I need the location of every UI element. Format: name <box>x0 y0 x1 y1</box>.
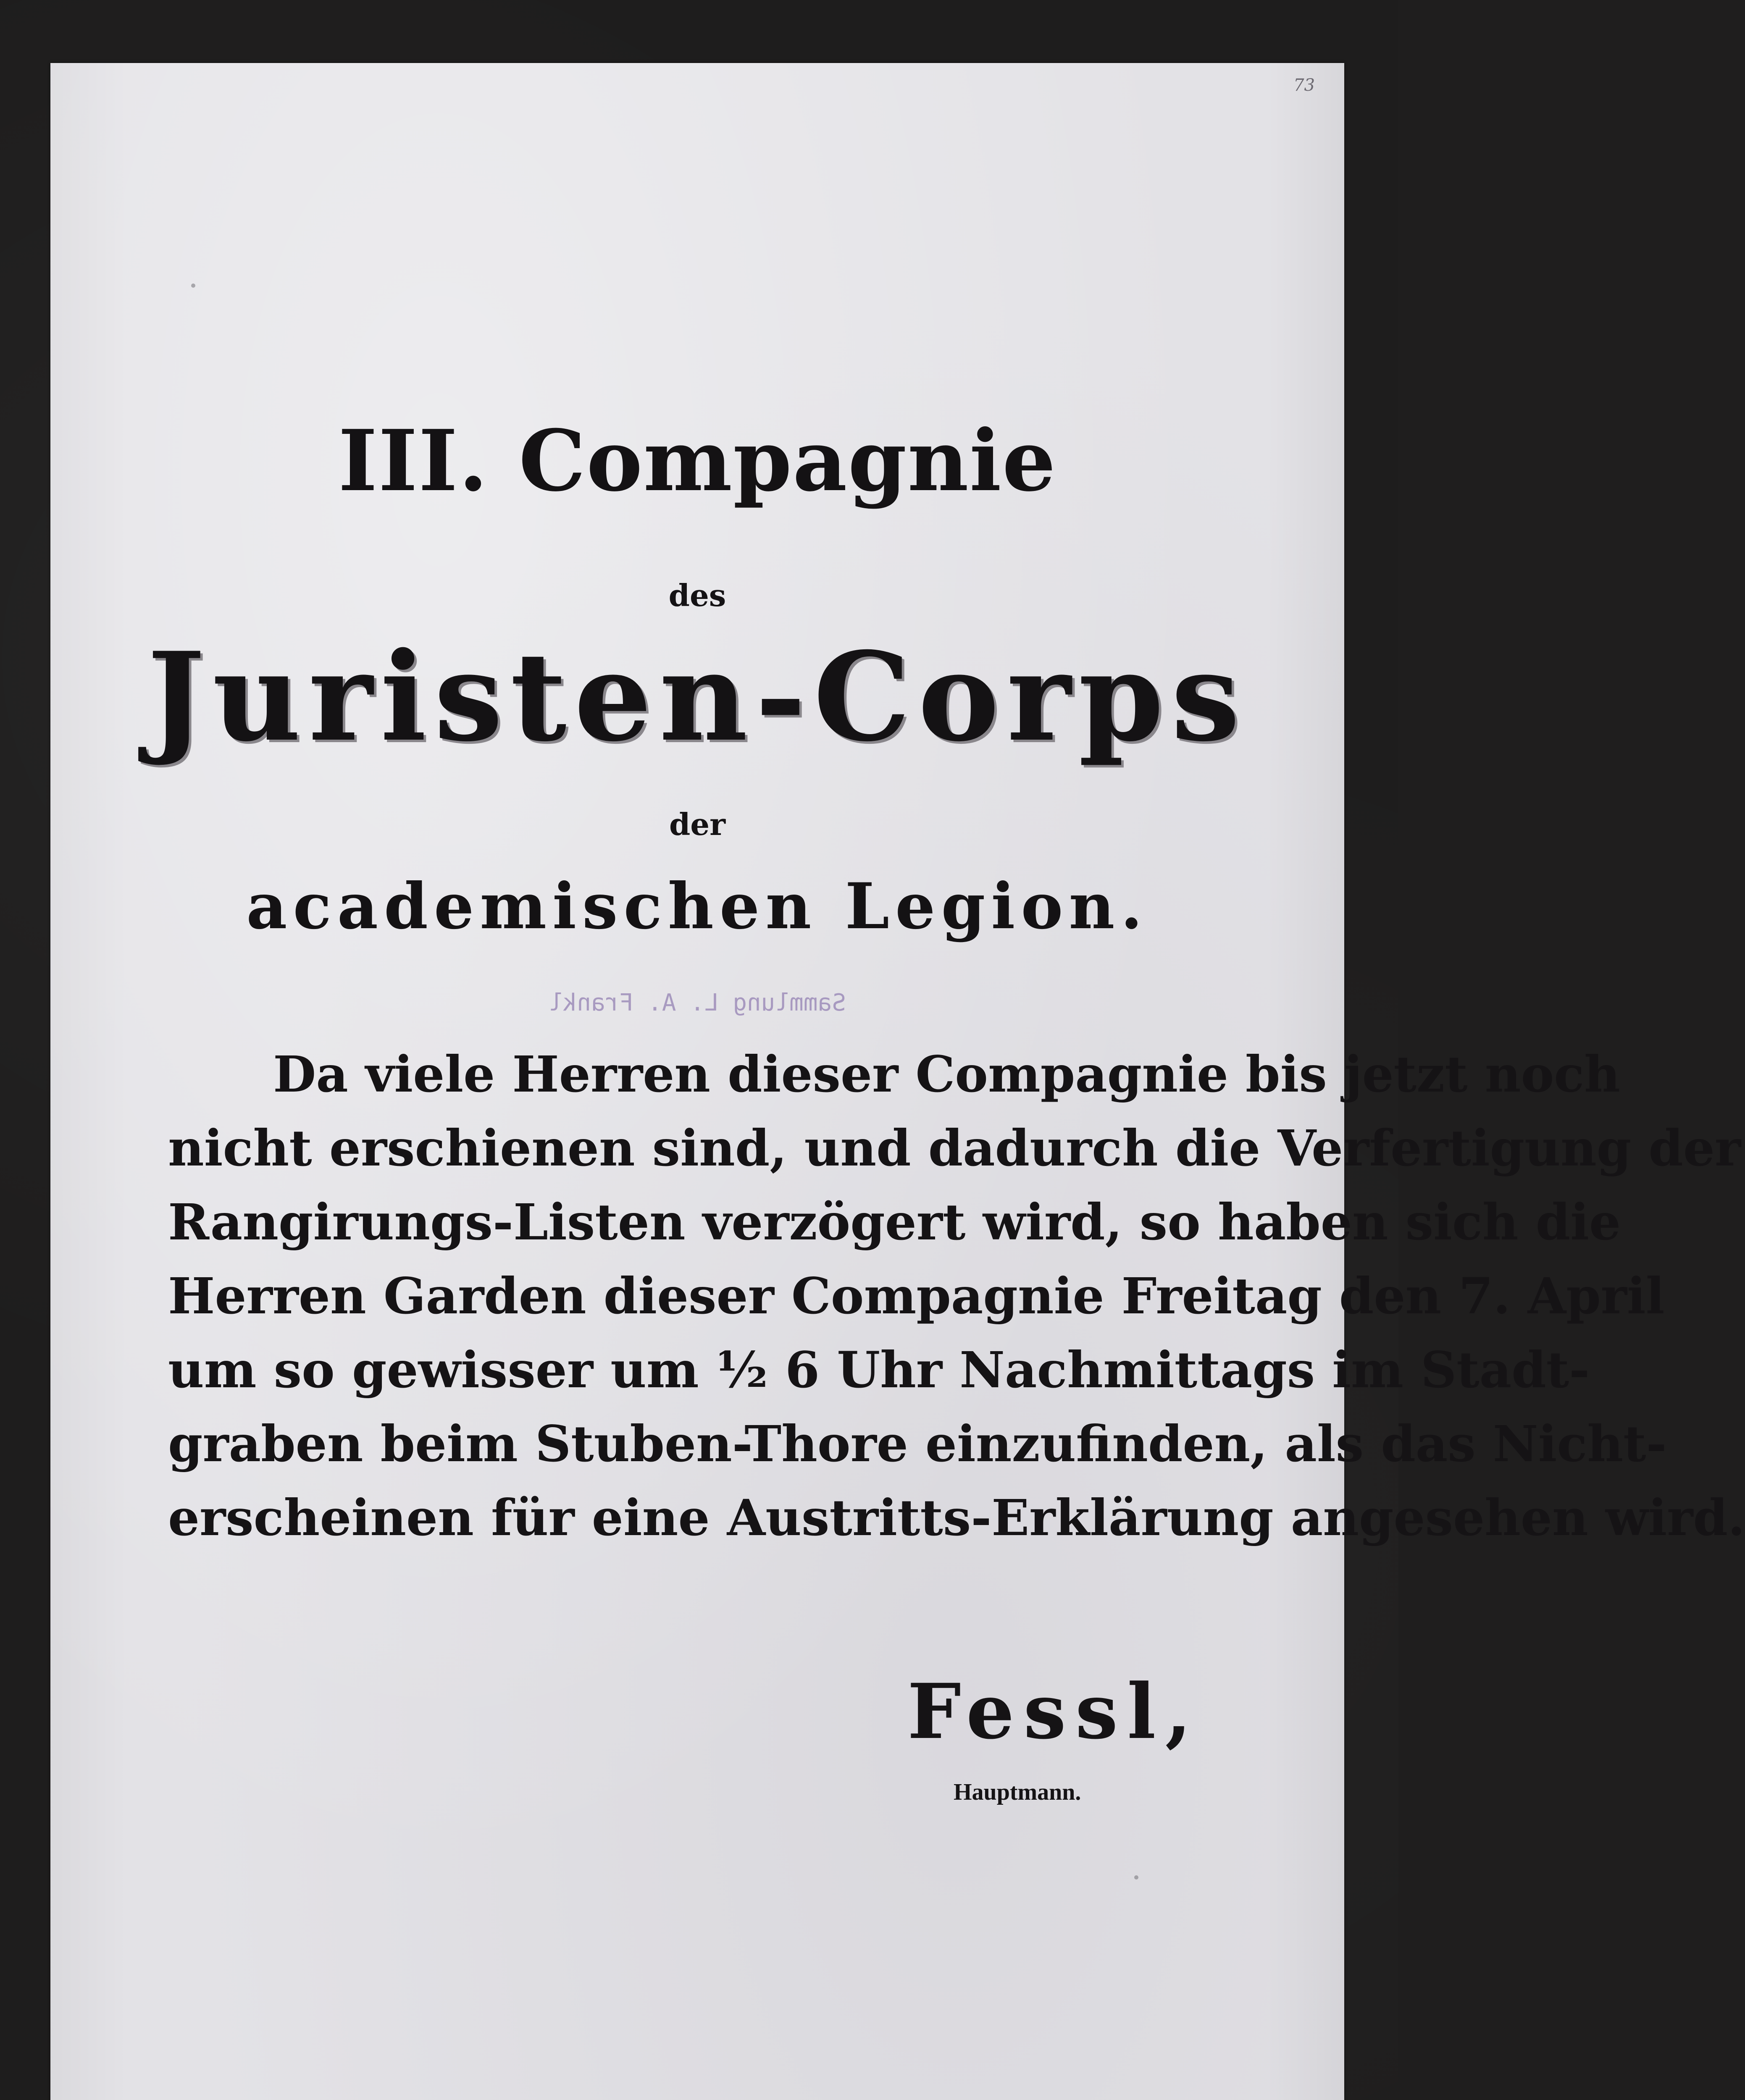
body-line: Da viele Herren dieser Compagnie bis jetzt noch <box>273 1045 1620 1103</box>
paper-speck <box>191 284 195 288</box>
body-line: erscheinen für eine Austritts-Erklärung angesehen wird. <box>168 1488 1745 1547</box>
stamp-text: Sammlung L. A. Frankl <box>548 989 846 1016</box>
body-line: Herren Garden dieser Compagnie Freitag den 7. April <box>168 1267 1665 1325</box>
signature-name: Fessl, <box>907 1667 1201 1756</box>
archive-number: 73 <box>1293 76 1315 95</box>
poster-sheet <box>50 63 1745 2100</box>
heading-corps: Juristen-Corps <box>147 626 1248 769</box>
announcement-body <box>168 1037 1745 1555</box>
body-line: graben beim Stuben-Thore einzufinden, als das Nicht- <box>168 1415 1667 1473</box>
signature-title: Hauptmann. <box>954 1779 1081 1805</box>
body-line: nicht erschienen sind, und dadurch die Verfertigung der <box>168 1119 1741 1177</box>
body-line: um so gewisser um ½ 6 Uhr Nachmittags im Stadt- <box>168 1341 1590 1399</box>
collection-stamp <box>50 989 1344 1016</box>
heading-des: des <box>668 578 726 613</box>
body-line: Rangirungs-Listen verzögert wird, so haben sich die <box>168 1193 1621 1251</box>
heading-company: III. Compagnie <box>338 412 1057 510</box>
heading-der: der <box>669 806 726 842</box>
paper-speck <box>1134 1875 1138 1880</box>
heading-legion: academischen Legion. <box>246 869 1148 943</box>
